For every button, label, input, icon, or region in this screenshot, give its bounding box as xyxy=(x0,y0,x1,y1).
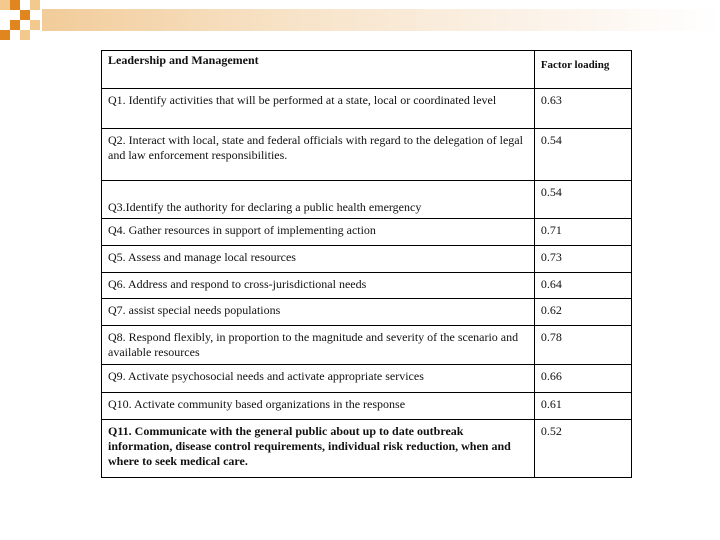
table-row xyxy=(102,219,632,246)
decor-square xyxy=(30,20,40,30)
factor-loading-table xyxy=(101,50,632,478)
decor-square xyxy=(20,10,30,20)
loading-cell: 0.54 xyxy=(534,129,631,181)
header-question-cell: Leadership and Management xyxy=(102,51,535,89)
table-row xyxy=(102,365,632,393)
loading-cell: 0.66 xyxy=(534,365,631,393)
loading-cell: 0.78 xyxy=(534,326,631,365)
loading-cell: 0.64 xyxy=(534,273,631,299)
loading-cell: 0.73 xyxy=(534,246,631,273)
question-cell: Q10. Activate community based organizations in the response xyxy=(102,393,535,420)
loading-cell: 0.61 xyxy=(534,393,631,420)
question-cell: Q8. Respond flexibly, in proportion to the magnitude and severity of the scenario and available resources xyxy=(102,326,535,365)
decor-square xyxy=(0,0,10,10)
table-header-row xyxy=(102,51,632,89)
decor-square xyxy=(0,30,10,40)
header-gradient-bar xyxy=(42,9,720,31)
slide-decoration xyxy=(0,0,720,50)
decor-square xyxy=(10,0,20,10)
loading-cell: 0.62 xyxy=(534,299,631,326)
loading-cell: 0.52 xyxy=(534,420,631,478)
table-row xyxy=(102,299,632,326)
question-cell: Q1. Identify activities that will be performed at a state, local or coordinated level xyxy=(102,89,535,129)
header-loading-cell: Factor loading xyxy=(534,51,631,89)
question-cell: Q7. assist special needs populations xyxy=(102,299,535,326)
question-cell: Q2. Interact with local, state and federal officials with regard to the delegation of legal and law enforcement responsibilities. xyxy=(102,129,535,181)
question-cell: Q11. Communicate with the general public about up to date outbreak information, disease control requirements, individual risk reduction, when and where to seek medical care. xyxy=(102,420,535,478)
table-row xyxy=(102,326,632,365)
question-cell: Q6. Address and respond to cross-jurisdictional needs xyxy=(102,273,535,299)
decor-square xyxy=(20,30,30,40)
table-row xyxy=(102,129,632,181)
loading-cell: 0.63 xyxy=(534,89,631,129)
table-row xyxy=(102,89,632,129)
table-row xyxy=(102,273,632,299)
loading-cell: 0.71 xyxy=(534,219,631,246)
table-row xyxy=(102,246,632,273)
question-cell: Q3.Identify the authority for declaring a public health emergency xyxy=(102,181,535,219)
question-cell: Q9. Activate psychosocial needs and activate appropriate services xyxy=(102,365,535,393)
table-row xyxy=(102,181,632,219)
decor-square xyxy=(10,20,20,30)
table-row xyxy=(102,393,632,420)
loading-cell: 0.54 xyxy=(534,181,631,219)
table-row xyxy=(102,420,632,478)
question-cell: Q4. Gather resources in support of implementing action xyxy=(102,219,535,246)
decor-square xyxy=(30,0,40,10)
question-cell: Q5. Assess and manage local resources xyxy=(102,246,535,273)
